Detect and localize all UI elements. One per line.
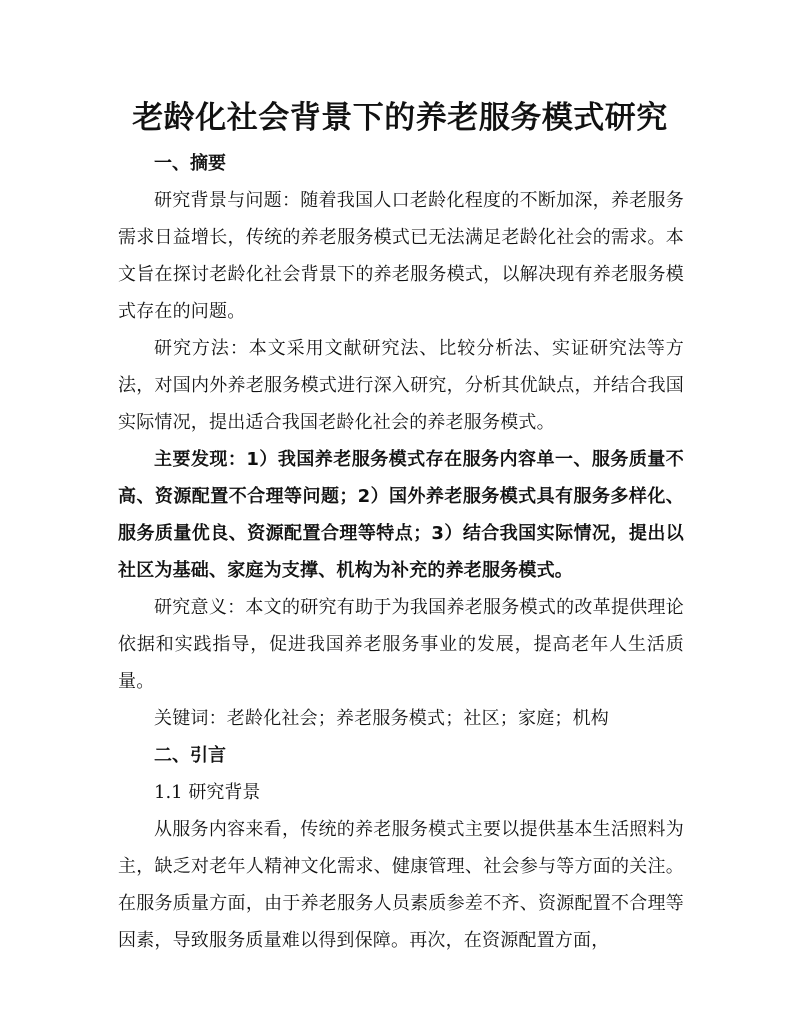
abstract-methods-paragraph: 研究方法：本文采用文献研究法、比较分析法、实证研究法等方法，对国内外养老服务模式进行深入研究，分析其优缺点，并结合我国实际情况，提出适合我国老龄化社会的养老服务模式。 <box>118 338 684 433</box>
introduction-paragraph: 从服务内容来看，传统的养老服务模式主要以提供基本生活照料为主，缺乏对老年人精神文化需求、健康管理、社会参与等方面的关注。在服务质量方面，由于养老服务人员素质参差不齐、资源配置不合理等因素，导致服务质量难以得到保障。再次，在资源配置方面， <box>118 819 684 951</box>
abstract-background-paragraph: 研究背景与问题：随着我国人口老龄化程度的不断加深，养老服务需求日益增长，传统的养老服务模式已无法满足老龄化社会的需求。本文旨在探讨老龄化社会背景下的养老服务模式，以解决现有养老服务模式存在的问题。 <box>118 190 684 322</box>
abstract-significance-paragraph: 研究意义：本文的研究有助于为我国养老服务模式的改革提供理论依据和实践指导，促进我国养老服务事业的发展，提高老年人生活质量。 <box>118 597 684 692</box>
keywords-line: 关键词：老龄化社会；养老服务模式；社区；家庭；机构 <box>154 708 609 729</box>
section-heading-abstract: 一、摘要 <box>154 153 226 174</box>
section-heading-introduction: 二、引言 <box>154 745 226 766</box>
subsection-heading-background: 1.1 研究背景 <box>154 782 261 803</box>
abstract-findings-paragraph: 主要发现：1）我国养老服务模式存在服务内容单一、服务质量不高、资源配置不合理等问题；2）国外养老服务模式具有服务多样化、服务质量优良、资源配置合理等特点；3）结合我国实际情况，提出以社区为基础、家庭为支撑、机构为补充的养老服务模式。 <box>118 449 684 581</box>
document-body <box>118 145 684 959</box>
document-title: 老龄化社会背景下的养老服务模式研究 <box>132 100 668 136</box>
